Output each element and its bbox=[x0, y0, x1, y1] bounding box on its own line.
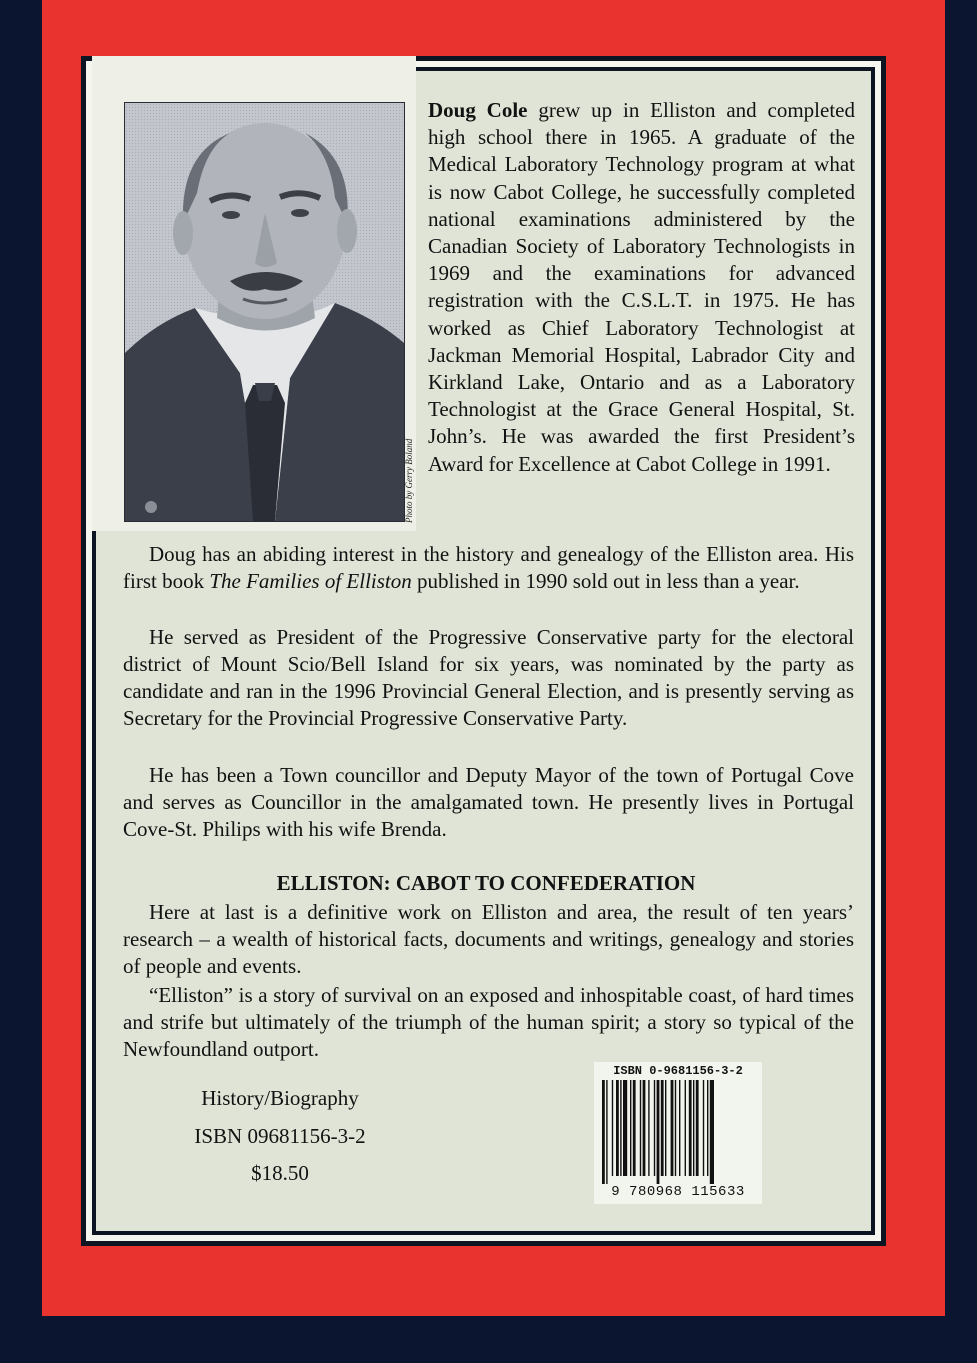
book-category: History/Biography bbox=[201, 1086, 359, 1110]
barcode-number: 9 780968 115633 bbox=[611, 1184, 745, 1200]
photo-credit: Photo by Gerry Boland bbox=[404, 438, 414, 523]
first-book-title: The Families of Elliston bbox=[209, 569, 412, 593]
barcode-isbn-label: ISBN 0-9681156-3-2 bbox=[613, 1064, 743, 1078]
bio-paragraph-interest bbox=[123, 541, 854, 595]
bio-paragraph-council: He has been a Town councillor and Deputy Mayor of the town of Portugal Cove and serves as Councillor in the amalgamated town. He presently lives in Portugal Cove-St. Philips with his wife Brenda. bbox=[123, 763, 854, 841]
bio-intro-text: grew up in Elliston and completed high school there in 1965. A graduate of the Medical Laboratory Technology program at what is now Cabot College, he successfully completed national examinations administered by the Canadian Society of Laboratory Technologists in 1969 and the examinations for advanced registration with the C.S.L.T. in 1975. He has worked as Chief Laboratory Technologist at Jackman Memorial Hospital, Labrador City and Kirkland Lake, Ontario and as a Laboratory Technologist at the Grace General Hospital, St. John’s. He was awarded the first President’s Award for Excellence at Cabot College in 1991. bbox=[428, 98, 855, 476]
bio-paragraph-politics: He served as President of the Progressive Conservative party for the electoral district of Mount Scio/Bell Island for six years, was nominated by the party as candidate and ran in the 1996 Provincial General Election, and is presently serving as Secretary for the Provincial Progressive Conservative Party. bbox=[123, 625, 854, 730]
book-description-paragraph: Here at last is a definitive work on Elliston and area, the result of ten years’ research – a wealth of historical facts, documents and writings, genealogy and stories of people and events. bbox=[123, 900, 854, 978]
book-isbn: ISBN 09681156-3-2 bbox=[194, 1124, 366, 1148]
book-price: $18.50 bbox=[251, 1161, 309, 1185]
author-portrait-image bbox=[125, 103, 404, 521]
bio-intro-paragraph bbox=[428, 97, 855, 478]
book-title: ELLISTON: CABOT TO CONFEDERATION bbox=[276, 871, 696, 895]
author-name: Doug Cole bbox=[428, 98, 528, 122]
bio-p2-start: Doug has an abiding interest in the history and genealogy of the Elliston area. His first book bbox=[123, 542, 854, 593]
book-summary-paragraph: “Elliston” is a story of survival on an exposed and inhospitable coast, of hard times and strife but ultimately of the triumph of the human spirit; a story so typical of the Newfoundland outport. bbox=[123, 983, 854, 1061]
author-photo bbox=[124, 102, 405, 522]
bio-p2-end: published in 1990 sold out in less than a year. bbox=[411, 569, 800, 593]
barcode-bars bbox=[600, 1080, 756, 1184]
barcode bbox=[594, 1062, 762, 1204]
